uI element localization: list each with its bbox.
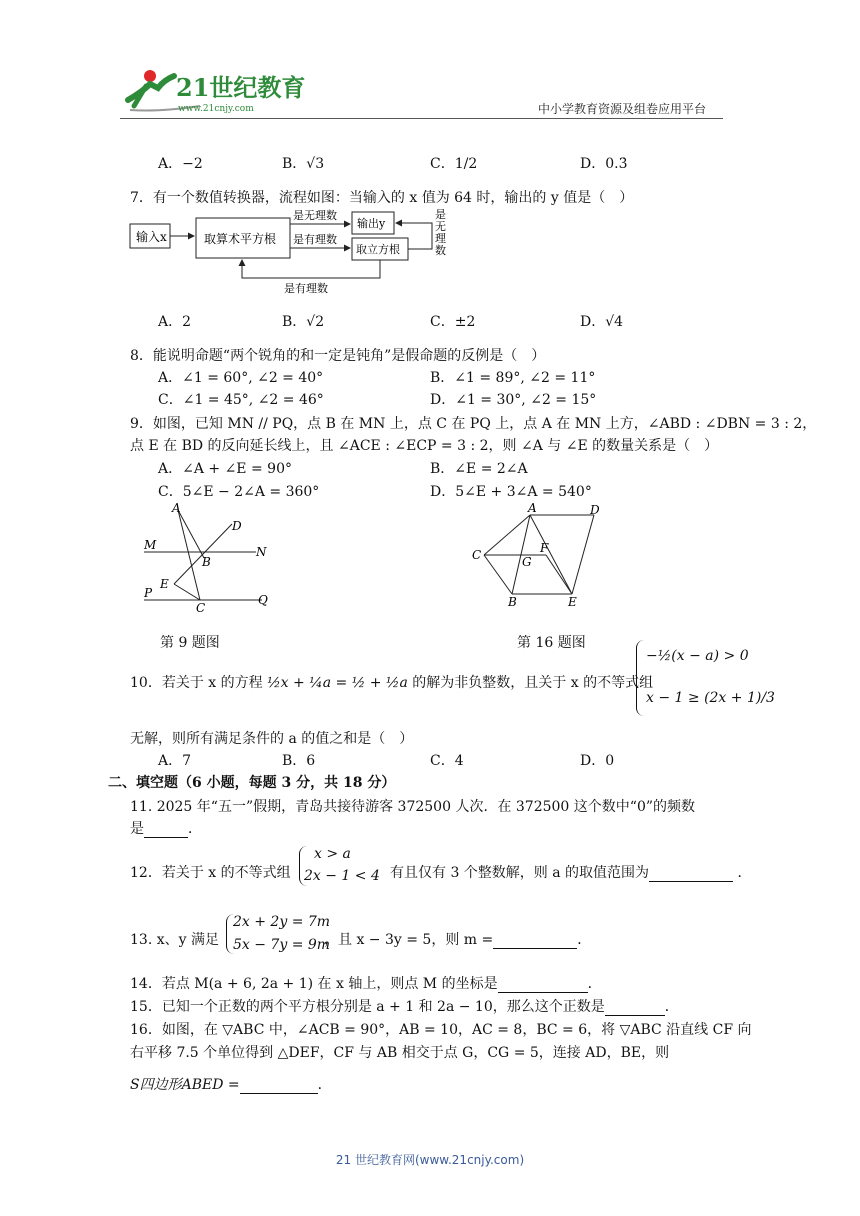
svg-text:取立方根: 取立方根	[356, 243, 400, 256]
q11-line2-text: 是	[130, 821, 144, 837]
q13-prefix: 13. x、y 满足	[130, 932, 219, 948]
q12-prefix: 12．若关于 x 的不等式组	[130, 865, 291, 881]
footer-link[interactable]: 21 世纪教育网(www.21cnjy.com)	[335, 1153, 525, 1167]
q7-option-b: B．√2	[282, 314, 325, 330]
figure-q16-caption: 第 16 题图	[517, 635, 586, 651]
q8-option-c: C．∠1 = 45°, ∠2 = 46°	[158, 392, 324, 408]
q10-equation: ½x + ¼a = ½ + ½a	[267, 675, 408, 691]
q6-option-c: C．1/2	[430, 156, 478, 172]
q10-option-a: A．7	[158, 753, 192, 769]
q8-option-b: B．∠1 = 89°, ∠2 = 11°	[430, 370, 596, 386]
q10-prefix: 10．若关于 x 的方程	[130, 675, 263, 691]
svg-text:C: C	[472, 548, 482, 562]
q10-line2: 无解，则所有满足条件的 a 的值之和是（ ）	[130, 731, 414, 747]
figure-q9	[138, 500, 278, 615]
svg-text:F: F	[540, 541, 549, 555]
q12-system-2: 2x − 1 < 4	[304, 868, 380, 884]
q7-option-a: A．2	[158, 314, 192, 330]
svg-text:E: E	[568, 595, 577, 609]
header-rule	[120, 118, 723, 119]
q15-text: 15．已知一个正数的两个平方根分别是 a + 1 和 2a − 10，那么这个正数是	[130, 999, 605, 1015]
svg-text:A: A	[172, 501, 181, 515]
q8-option-d: D．∠1 = 30°, ∠2 = 15°	[430, 392, 597, 408]
q7-stem: 7．有一个数值转换器，流程如图：当输入的 x 值为 64 时，输出的 y 值是（ ）	[130, 190, 634, 206]
svg-text:A: A	[528, 501, 537, 515]
section-2-title: 二、填空题（6 小题，每题 3 分，共 18 分）	[108, 775, 396, 791]
q12-suffix: 有且仅有 3 个整数解，则 a 的取值范围为	[390, 865, 650, 881]
q13-suffix: ，且 x − 3y = 5，则 m =	[324, 932, 494, 948]
q6-option-d: D．0.3̇	[580, 156, 628, 172]
q10-system-2: x − 1 ≥ (2x + 1)/3	[646, 690, 775, 706]
q14-text: 14．若点 M(a + 6, 2a + 1) 在 x 轴上，则点 M 的坐标是	[130, 976, 498, 992]
figure-q9-caption: 第 9 题图	[160, 635, 220, 651]
q14-line: 14．若点 M(a + 6, 2a + 1) 在 x 轴上，则点 M 的坐标是 ．	[130, 976, 602, 992]
svg-text:是有理数: 是有理数	[293, 233, 337, 246]
q12-suffix-wrap: 有且仅有 3 个整数解，则 a 的取值范围为 ．	[390, 865, 752, 881]
q7-option-c: C．±2	[430, 314, 476, 330]
q7-flowchart	[128, 206, 458, 296]
q16-area-label: S四边形ABED =	[130, 1077, 240, 1093]
q10-option-c: C．4	[430, 753, 464, 769]
q12-system-1: x > a	[314, 846, 351, 862]
q13-system-1: 2x + 2y = 7m	[233, 914, 331, 930]
q9-option-d: D．5∠E + 3∠A = 540°	[430, 484, 592, 500]
svg-text:D: D	[232, 519, 242, 533]
q16-line3: S四边形ABED = ．	[130, 1077, 332, 1093]
q9-line1: 9．如图，已知 MN // PQ，点 B 在 MN 上，点 C 在 PQ 上，点 A 在 MN 上方，∠ABD : ∠DBN = 3 : 2，	[130, 416, 817, 432]
q14-answer-blank[interactable]	[498, 978, 588, 993]
svg-text:www.21cnjy.com: www.21cnjy.com	[178, 104, 254, 114]
svg-text:E: E	[160, 577, 169, 591]
svg-text:是无理数: 是无理数	[293, 209, 337, 222]
brand-tagline: 中小学教育资源及组卷应用平台	[538, 102, 707, 116]
q7-option-d: D．√4	[580, 314, 624, 330]
q10-option-b: B．6	[282, 753, 316, 769]
q9-option-c: C．5∠E − 2∠A = 360°	[158, 484, 320, 500]
q13-system-2: 5x − 7y = 9m	[233, 937, 331, 953]
svg-text:B: B	[508, 595, 517, 609]
figure-q16	[468, 500, 608, 610]
q11-line2: 是 ．	[130, 821, 202, 837]
q16-line1: 16．如图，在 ▽ABC 中，∠ACB = 90°，AB = 10，AC = 8，BC = 6，将 ▽ABC 沿直线 CF 向	[130, 1022, 752, 1038]
svg-text:G: G	[522, 555, 532, 569]
q6-option-b: B．√3	[282, 156, 325, 172]
svg-text:N: N	[256, 545, 267, 559]
q13-answer-blank[interactable]	[493, 934, 577, 949]
q15-line: 15．已知一个正数的两个平方根分别是 a + 1 和 2a − 10，那么这个正数是 ．	[130, 999, 679, 1015]
q6-option-a: A．−2	[158, 156, 203, 172]
runner-logo-icon	[120, 62, 306, 116]
svg-text:输出y: 输出y	[357, 217, 386, 230]
svg-text:取算术平方根: 取算术平方根	[204, 232, 277, 246]
svg-text:D: D	[590, 503, 600, 517]
q12-answer-blank[interactable]	[649, 867, 733, 882]
svg-text:是有理数: 是有理数	[284, 282, 328, 295]
q10-middle: 的解为非负整数，且关于 x 的不等式组	[412, 675, 654, 691]
q10-system-1: −½(x − a) > 0	[646, 648, 749, 664]
q8-option-a: A．∠1 = 60°, ∠2 = 40°	[158, 370, 324, 386]
q10-line1	[130, 672, 653, 692]
q16-line2: 右平移 7.5 个单位得到 △DEF，CF 与 AB 相交于点 G，CG = 5，连接 AD，BE，则	[130, 1045, 670, 1061]
svg-text:输入x: 输入x	[136, 230, 167, 244]
q13-suffix-wrap: ，且 x − 3y = 5，则 m = ．	[324, 932, 592, 948]
brand-logo	[120, 62, 306, 120]
svg-text:B: B	[202, 555, 211, 569]
q7-flow-right-label: 是无理数	[435, 208, 446, 257]
q11-line1: 11. 2025 年“五一”假期，青岛共接待游客 372500 人次．在 372500 这个数中“0”的频数	[130, 799, 696, 815]
q9-line2: 点 E 在 BD 的反向延长线上，且 ∠ACE : ∠ECP = 3 : 2，则 ∠A 与 ∠E 的数量关系是（ ）	[130, 438, 719, 454]
q9-option-b: B．∠E = 2∠A	[430, 461, 528, 477]
q11-answer-blank[interactable]	[144, 823, 188, 838]
svg-text:M: M	[144, 538, 157, 552]
q9-option-a: A．∠A + ∠E = 90°	[158, 461, 292, 477]
svg-text:21世纪教育: 21世纪教育	[176, 73, 306, 102]
svg-text:C: C	[196, 601, 206, 615]
q15-answer-blank[interactable]	[605, 1001, 665, 1016]
svg-text:Q: Q	[258, 593, 268, 607]
q10-brace	[636, 640, 645, 716]
q16-answer-blank[interactable]	[240, 1079, 318, 1094]
q8-stem: 8．能说明命题“两个锐角的和一定是钝角”是假命题的反例是（ ）	[130, 348, 546, 364]
q10-option-d: D．0	[580, 753, 615, 769]
svg-text:P: P	[144, 586, 153, 600]
